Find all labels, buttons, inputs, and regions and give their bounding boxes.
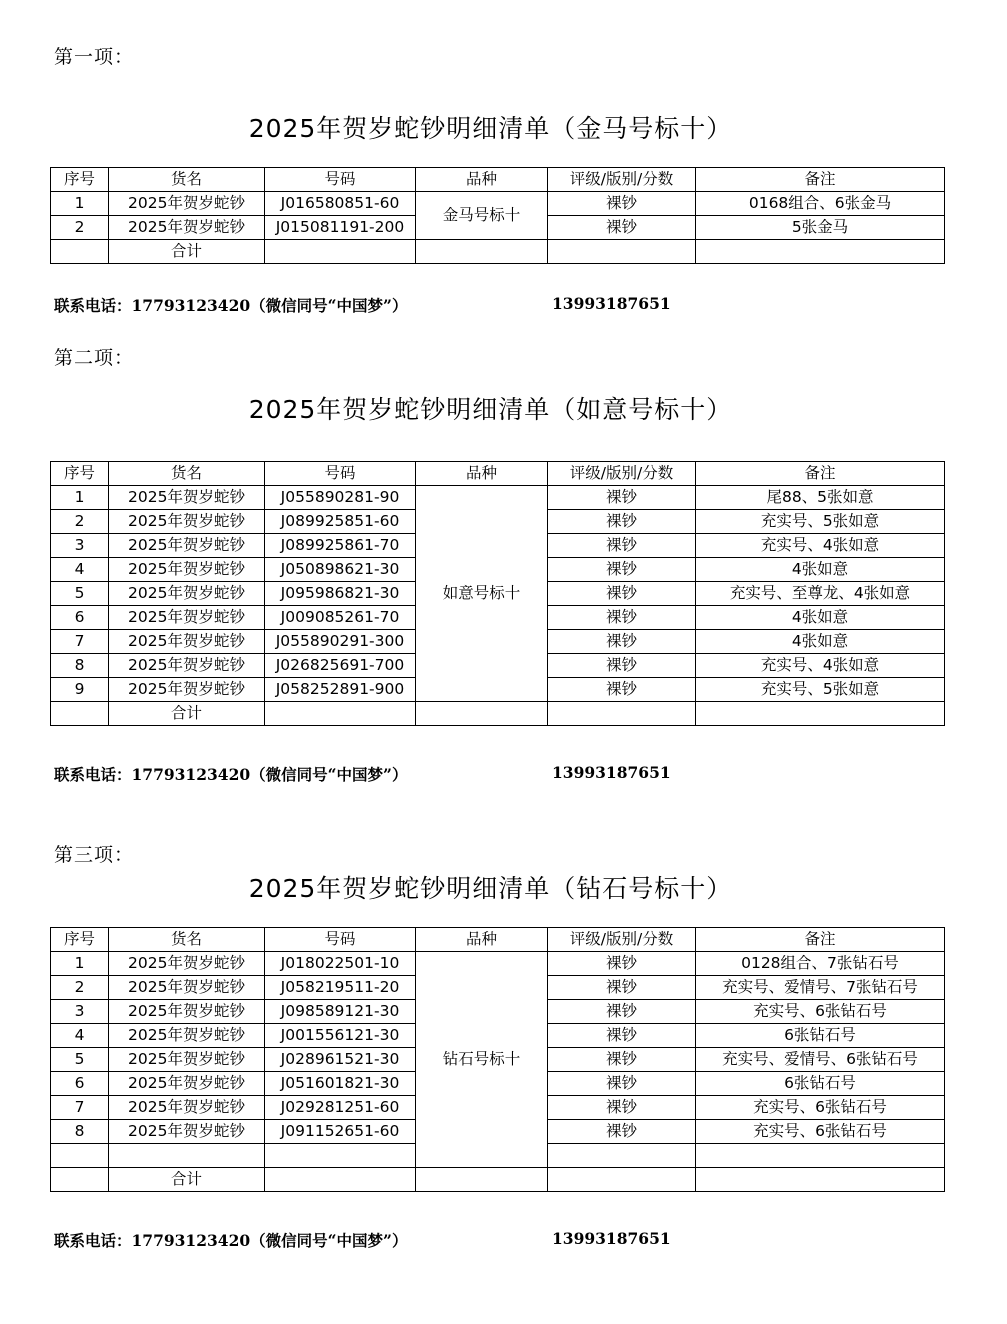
- cell-note: 充实号、爱情号、6张钻石号: [696, 1048, 945, 1072]
- cell-code: J055890281-90: [265, 486, 416, 510]
- total-label: 合计: [109, 702, 265, 726]
- cell-grade: 裸钞: [548, 582, 696, 606]
- table-row: [51, 952, 945, 976]
- section-1-title: 2025年贺岁蛇钞明细清单（金马号标十）: [248, 114, 733, 143]
- cell-name: 2025年贺岁蛇钞: [109, 192, 265, 216]
- cell-empty: [696, 240, 945, 264]
- cell-no: 1: [51, 486, 109, 510]
- section-1-label: 第一项：: [54, 46, 135, 68]
- cell-code: J018022501-10: [265, 952, 416, 976]
- cell-code: J026825691-700: [265, 654, 416, 678]
- table-header-row: [51, 462, 945, 486]
- cell-note: 充实号、至尊龙、4张如意: [696, 582, 945, 606]
- cell-empty: [51, 1168, 109, 1192]
- cell-code: J029281251-60: [265, 1096, 416, 1120]
- cell-empty: [696, 1168, 945, 1192]
- cell-grade: 裸钞: [548, 976, 696, 1000]
- header-code: 号码: [265, 928, 416, 952]
- cell-empty: [109, 1144, 265, 1168]
- cell-no: 7: [51, 1096, 109, 1120]
- cell-note: 4张如意: [696, 558, 945, 582]
- section-3-title: 2025年贺岁蛇钞明细清单（钻石号标十）: [248, 874, 733, 903]
- cell-note: 6张钻石号: [696, 1072, 945, 1096]
- cell-code: J058252891-900: [265, 678, 416, 702]
- section-2-table: [50, 461, 945, 726]
- cell-name: 2025年贺岁蛇钞: [109, 534, 265, 558]
- cell-no: 1: [51, 952, 109, 976]
- cell-note: 充实号、4张如意: [696, 534, 945, 558]
- section-1-table: [50, 167, 945, 264]
- table-total-row: [51, 702, 945, 726]
- cell-name: 2025年贺岁蛇钞: [109, 606, 265, 630]
- cell-grade: 裸钞: [548, 606, 696, 630]
- cell-note: 充实号、6张钻石号: [696, 1096, 945, 1120]
- header-grade: 评级/版别/分数: [548, 462, 696, 486]
- header-name: 货名: [109, 928, 265, 952]
- header-note: 备注: [696, 168, 945, 192]
- cell-variety: 金马号标十: [416, 192, 548, 240]
- cell-no: 2: [51, 510, 109, 534]
- cell-no: 8: [51, 1120, 109, 1144]
- header-variety: 品种: [416, 168, 548, 192]
- cell-note: 充实号、4张如意: [696, 654, 945, 678]
- cell-note: 充实号、5张如意: [696, 678, 945, 702]
- cell-empty: [548, 1144, 696, 1168]
- cell-empty: [416, 1168, 548, 1192]
- cell-empty: [51, 240, 109, 264]
- cell-code: J009085261-70: [265, 606, 416, 630]
- section-3-label: 第三项：: [54, 844, 135, 866]
- cell-name: 2025年贺岁蛇钞: [109, 486, 265, 510]
- cell-name: 2025年贺岁蛇钞: [109, 582, 265, 606]
- cell-note: 充实号、6张钻石号: [696, 1120, 945, 1144]
- cell-empty: [51, 1144, 109, 1168]
- cell-grade: 裸钞: [548, 486, 696, 510]
- contact-primary: 联系电话：17793123420（微信同号“中国梦”）: [54, 765, 408, 784]
- table-row: [51, 486, 945, 510]
- table-row: [51, 192, 945, 216]
- cell-grade: 裸钞: [548, 952, 696, 976]
- cell-grade: 裸钞: [548, 1072, 696, 1096]
- header-note: 备注: [696, 928, 945, 952]
- cell-no: 4: [51, 1024, 109, 1048]
- cell-note: 尾88、5张如意: [696, 486, 945, 510]
- cell-empty: [51, 702, 109, 726]
- contact-primary: 联系电话：17793123420（微信同号“中国梦”）: [54, 1231, 408, 1250]
- cell-name: 2025年贺岁蛇钞: [109, 952, 265, 976]
- cell-grade: 裸钞: [548, 558, 696, 582]
- cell-grade: 裸钞: [548, 1024, 696, 1048]
- table-header-row: [51, 168, 945, 192]
- cell-code: J028961521-30: [265, 1048, 416, 1072]
- cell-code: J058219511-20: [265, 976, 416, 1000]
- cell-no: 6: [51, 1072, 109, 1096]
- cell-empty: [265, 1168, 416, 1192]
- cell-no: 5: [51, 1048, 109, 1072]
- cell-code: J055890291-300: [265, 630, 416, 654]
- cell-no: 3: [51, 1000, 109, 1024]
- header-variety: 品种: [416, 462, 548, 486]
- cell-empty: [265, 1144, 416, 1168]
- cell-name: 2025年贺岁蛇钞: [109, 1120, 265, 1144]
- cell-grade: 裸钞: [548, 630, 696, 654]
- cell-grade: 裸钞: [548, 192, 696, 216]
- cell-empty: [416, 240, 548, 264]
- section-3-table: [50, 927, 945, 1192]
- cell-name: 2025年贺岁蛇钞: [109, 654, 265, 678]
- cell-code: J015081191-200: [265, 216, 416, 240]
- cell-variety: 如意号标十: [416, 486, 548, 702]
- cell-empty: [416, 702, 548, 726]
- header-name: 货名: [109, 462, 265, 486]
- table-header-row: [51, 928, 945, 952]
- cell-name: 2025年贺岁蛇钞: [109, 510, 265, 534]
- cell-empty: [265, 240, 416, 264]
- cell-no: 5: [51, 582, 109, 606]
- cell-code: J051601821-30: [265, 1072, 416, 1096]
- cell-name: 2025年贺岁蛇钞: [109, 630, 265, 654]
- contact-primary: 联系电话：17793123420（微信同号“中国梦”）: [54, 296, 408, 315]
- cell-no: 2: [51, 976, 109, 1000]
- cell-note: 0168组合、6张金马: [696, 192, 945, 216]
- contact-line-3: [54, 1229, 954, 1251]
- cell-empty: [696, 1144, 945, 1168]
- contact-secondary: 13993187651: [552, 294, 671, 313]
- cell-name: 2025年贺岁蛇钞: [109, 558, 265, 582]
- cell-empty: [548, 240, 696, 264]
- cell-code: J001556121-30: [265, 1024, 416, 1048]
- header-no: 序号: [51, 462, 109, 486]
- cell-note: 4张如意: [696, 606, 945, 630]
- cell-code: J016580851-60: [265, 192, 416, 216]
- cell-note: 0128组合、7张钻石号: [696, 952, 945, 976]
- contact-secondary: 13993187651: [552, 1229, 671, 1248]
- contact-line-2: [54, 763, 954, 785]
- cell-code: J091152651-60: [265, 1120, 416, 1144]
- cell-note: 充实号、5张如意: [696, 510, 945, 534]
- cell-note: 充实号、爱情号、7张钻石号: [696, 976, 945, 1000]
- header-code: 号码: [265, 168, 416, 192]
- cell-empty: [696, 702, 945, 726]
- cell-name: 2025年贺岁蛇钞: [109, 678, 265, 702]
- header-grade: 评级/版别/分数: [548, 928, 696, 952]
- cell-no: 2: [51, 216, 109, 240]
- cell-note: 4张如意: [696, 630, 945, 654]
- section-2-title: 2025年贺岁蛇钞明细清单（如意号标十）: [248, 395, 733, 424]
- cell-name: 2025年贺岁蛇钞: [109, 1024, 265, 1048]
- cell-note: 充实号、6张钻石号: [696, 1000, 945, 1024]
- cell-empty: [265, 702, 416, 726]
- cell-grade: 裸钞: [548, 1120, 696, 1144]
- header-name: 货名: [109, 168, 265, 192]
- total-label: 合计: [109, 240, 265, 264]
- cell-no: 6: [51, 606, 109, 630]
- table-total-row: [51, 240, 945, 264]
- cell-note: 6张钻石号: [696, 1024, 945, 1048]
- header-note: 备注: [696, 462, 945, 486]
- contact-line-1: [54, 294, 954, 316]
- header-no: 序号: [51, 928, 109, 952]
- cell-code: J089925851-60: [265, 510, 416, 534]
- cell-variety: 钻石号标十: [416, 952, 548, 1168]
- cell-no: 1: [51, 192, 109, 216]
- header-grade: 评级/版别/分数: [548, 168, 696, 192]
- cell-name: 2025年贺岁蛇钞: [109, 216, 265, 240]
- cell-no: 8: [51, 654, 109, 678]
- cell-grade: 裸钞: [548, 510, 696, 534]
- cell-name: 2025年贺岁蛇钞: [109, 976, 265, 1000]
- cell-code: J050898621-30: [265, 558, 416, 582]
- cell-no: 7: [51, 630, 109, 654]
- header-no: 序号: [51, 168, 109, 192]
- cell-no: 4: [51, 558, 109, 582]
- cell-grade: 裸钞: [548, 1000, 696, 1024]
- cell-grade: 裸钞: [548, 678, 696, 702]
- cell-grade: 裸钞: [548, 1048, 696, 1072]
- header-code: 号码: [265, 462, 416, 486]
- cell-code: J089925861-70: [265, 534, 416, 558]
- cell-no: 9: [51, 678, 109, 702]
- cell-note: 5张金马: [696, 216, 945, 240]
- cell-name: 2025年贺岁蛇钞: [109, 1048, 265, 1072]
- cell-empty: [548, 702, 696, 726]
- cell-code: J095986821-30: [265, 582, 416, 606]
- cell-grade: 裸钞: [548, 534, 696, 558]
- contact-secondary: 13993187651: [552, 763, 671, 782]
- header-variety: 品种: [416, 928, 548, 952]
- cell-empty: [548, 1168, 696, 1192]
- cell-name: 2025年贺岁蛇钞: [109, 1000, 265, 1024]
- cell-grade: 裸钞: [548, 1096, 696, 1120]
- cell-grade: 裸钞: [548, 216, 696, 240]
- table-total-row: [51, 1168, 945, 1192]
- section-2-label: 第二项：: [54, 347, 135, 369]
- cell-grade: 裸钞: [548, 654, 696, 678]
- total-label: 合计: [109, 1168, 265, 1192]
- cell-name: 2025年贺岁蛇钞: [109, 1096, 265, 1120]
- cell-code: J098589121-30: [265, 1000, 416, 1024]
- cell-no: 3: [51, 534, 109, 558]
- cell-name: 2025年贺岁蛇钞: [109, 1072, 265, 1096]
